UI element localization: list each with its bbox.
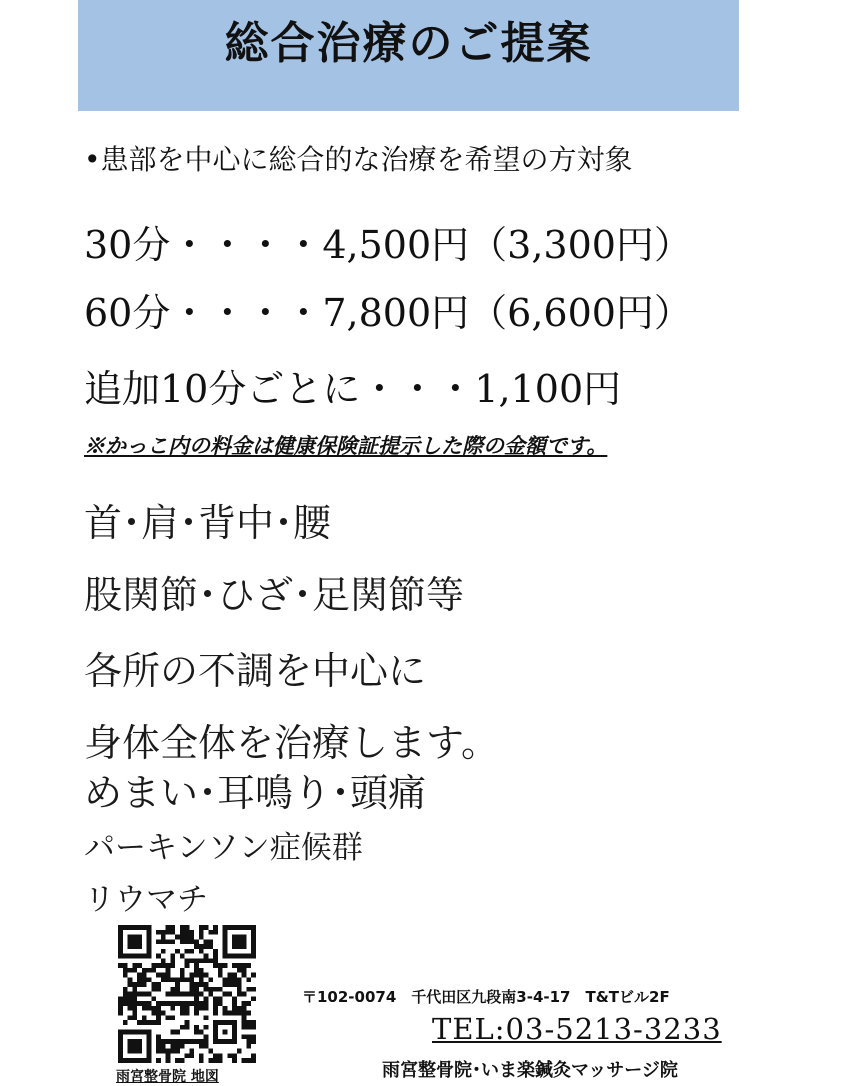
symptom-line: 股関節･ひざ･足関節等	[84, 573, 465, 617]
price-additional: 追加10分ごとに・・・1,100円	[84, 367, 622, 411]
symptom-line: リウマチ	[84, 882, 208, 918]
symptom-line: めまい･耳鳴り･頭痛	[84, 771, 427, 815]
symptom-line: 各所の不調を中心に	[84, 649, 427, 693]
qr-code-icon[interactable]	[118, 925, 256, 1063]
symptom-line: パーキンソン症候群	[84, 830, 363, 866]
target-description: •患部を中心に総合的な治療を希望の方対象	[84, 143, 633, 176]
insurance-note: ※かっこ内の料金は健康保険証提示した際の金額です。	[84, 433, 608, 458]
page-title: 総合治療のご提案	[224, 17, 593, 69]
address: 〒102-0074 千代田区九段南3-4-17 T&Tビル2F	[302, 988, 670, 1006]
symptom-line: 首･肩･背中･腰	[84, 501, 332, 545]
symptom-line: 身体全体を治療します。	[84, 721, 499, 765]
clinic-name: 雨宮整骨院･いま楽鍼灸マッサージ院	[382, 1060, 678, 1081]
price-60min: 60分・・・・7,800円（6,600円）	[84, 291, 692, 335]
qr-caption: 雨宮整骨院 地図	[116, 1069, 219, 1085]
price-30min: 30分・・・・4,500円（3,300円）	[84, 223, 692, 267]
title-band	[78, 0, 739, 111]
phone-number[interactable]: TEL:03-5213-3233	[432, 1012, 722, 1046]
